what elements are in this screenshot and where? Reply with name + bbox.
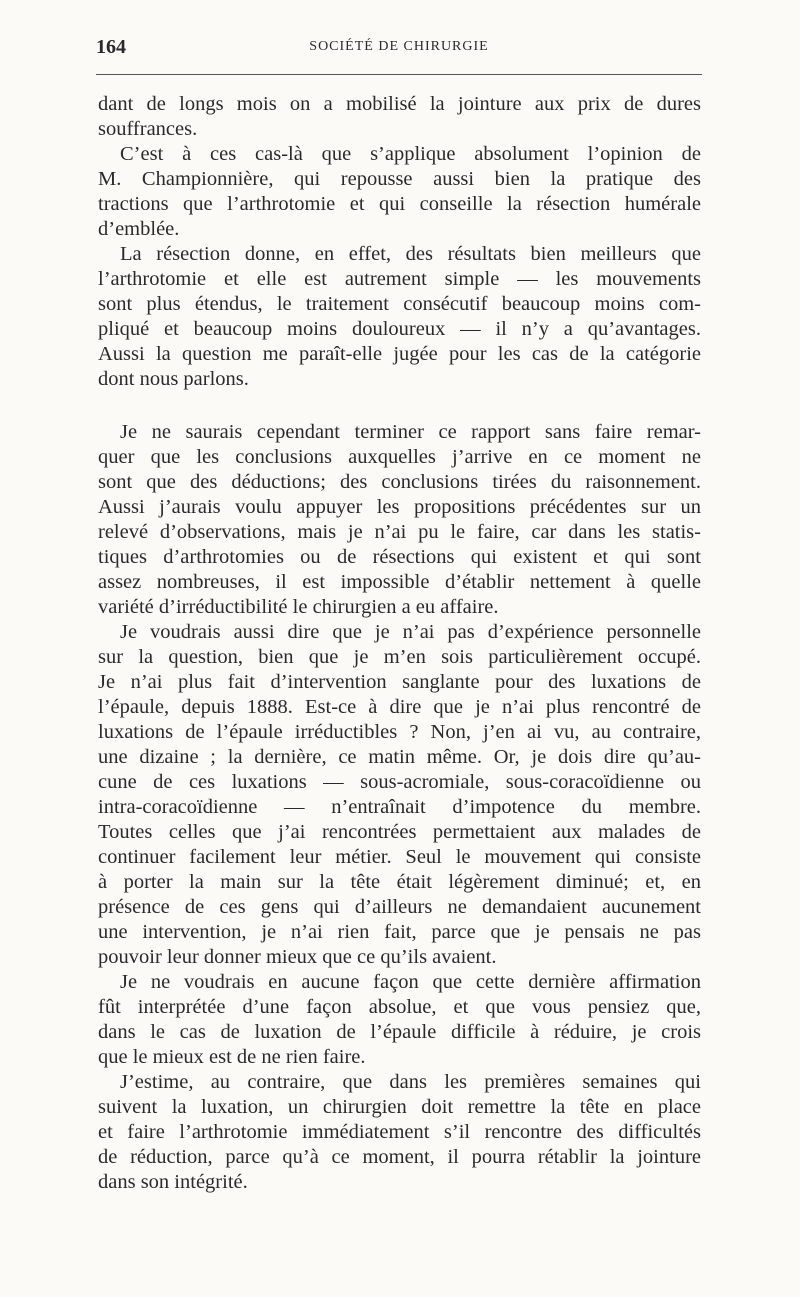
paragraph	[98, 242, 701, 392]
text-line: une intervention, je n’ai rien fait, parce que je pensais ne pas	[98, 921, 701, 943]
text-line: Je voudrais aussi dire que je n’ai pas d’expérience personnelle	[120, 621, 701, 643]
text-line: assez nombreuses, il est impossible d’établir nettement à quelle	[98, 571, 701, 593]
text-line: présence de ces gens qui d’ailleurs ne demandaient aucunement	[98, 896, 701, 918]
text-line: que le mieux est de ne rien faire.	[98, 1046, 366, 1068]
text-line: Je ne voudrais en aucune façon que cette dernière affirmation	[120, 971, 701, 993]
text-line: l’épaule, depuis 1888. Est-ce à dire que je n’ai plus rencontré de	[98, 696, 701, 718]
text-line: d’emblée.	[98, 218, 180, 240]
text-line: Je n’ai plus fait d’intervention sanglante pour des luxations de	[98, 671, 701, 693]
header-rule	[96, 74, 702, 75]
text-line: Toutes celles que j’ai rencontrées permettaient aux malades de	[98, 821, 701, 843]
text-line: intra-coracoïdienne — n’entraînait d’impotence du membre.	[98, 796, 701, 818]
text-line: Aussi la question me paraît-elle jugée pour les cas de la catégorie	[98, 343, 701, 365]
text-line: luxations de l’épaule irréductibles ? Non, j’en ai vu, au contraire,	[98, 721, 701, 743]
text-line: Aussi j’aurais voulu appuyer les propositions précédentes sur un	[98, 496, 701, 518]
text-line: tractions que l’arthrotomie et qui conseille la résection humérale	[98, 193, 701, 215]
text-line: sont que des déductions; des conclusions tirées du raisonnement.	[98, 471, 701, 493]
page-number: 164	[96, 36, 126, 58]
page-body	[98, 92, 701, 1195]
text-line: une dizaine ; la dernière, ce matin même. Or, je dois dire qu’au-	[98, 746, 701, 768]
text-line: quer que les conclusions auxquelles j’arrive en ce moment ne	[98, 446, 701, 468]
text-line: relevé d’observations, mais je n’ai pu le faire, car dans les statis-	[98, 521, 701, 543]
running-title: SOCIÉTÉ DE CHIRURGIE	[309, 39, 489, 54]
text-line: à porter la main sur la tête était légèrement diminué; et, en	[98, 871, 701, 893]
paragraph	[98, 142, 701, 242]
paragraph	[98, 970, 701, 1070]
text-line: dans son intégrité.	[98, 1171, 248, 1193]
paragraph	[98, 92, 701, 142]
paragraph	[98, 620, 701, 970]
text-line: continuer facilement leur métier. Seul le mouvement qui consiste	[98, 846, 701, 868]
paragraph	[98, 1070, 701, 1195]
text-line: Je ne saurais cependant terminer ce rapport sans faire remar-	[120, 421, 701, 443]
text-line: dont nous parlons.	[98, 368, 249, 390]
text-line: souffrances.	[98, 118, 198, 140]
paragraph	[98, 420, 701, 620]
text-line: J’estime, au contraire, que dans les premières semaines qui	[120, 1071, 701, 1093]
text-line: dant de longs mois on a mobilisé la jointure aux prix de dures	[98, 93, 701, 115]
text-line: fût interprétée d’une façon absolue, et que vous pensiez que,	[98, 996, 701, 1018]
text-line: variété d’irréductibilité le chirurgien a eu affaire.	[98, 596, 499, 618]
page-header	[96, 36, 702, 60]
text-line: tiques d’arthrotomies ou de résections qui existent et qui sont	[98, 546, 701, 568]
text-line: pouvoir leur donner mieux que ce qu’ils avaient.	[98, 946, 497, 968]
text-line: l’arthrotomie et elle est autrement simple — les mouvements	[98, 268, 701, 290]
text-line: de réduction, parce qu’à ce moment, il pourra rétablir la jointure	[98, 1146, 701, 1168]
text-line: C’est à ces cas-là que s’applique absolument l’opinion de	[120, 143, 701, 165]
text-line: M. Championnière, qui repousse aussi bien la pratique des	[98, 168, 701, 190]
text-line: La résection donne, en effet, des résultats bien meilleurs que	[120, 243, 701, 265]
text-line: cune de ces luxations — sous-acromiale, sous-coracoïdienne ou	[98, 771, 701, 793]
text-line: sont plus étendus, le traitement consécutif beaucoup moins com-	[98, 293, 701, 315]
text-line: sur la question, bien que je m’en sois particulièrement occupé.	[98, 646, 701, 668]
text-line: pliqué et beaucoup moins douloureux — il n’y a qu’avantages.	[98, 318, 701, 340]
text-line: et faire l’arthrotomie immédiatement s’il rencontre des difficultés	[98, 1121, 701, 1143]
text-line: dans le cas de luxation de l’épaule difficile à réduire, je crois	[98, 1021, 701, 1043]
text-line: suivent la luxation, un chirurgien doit remettre la tête en place	[98, 1096, 701, 1118]
